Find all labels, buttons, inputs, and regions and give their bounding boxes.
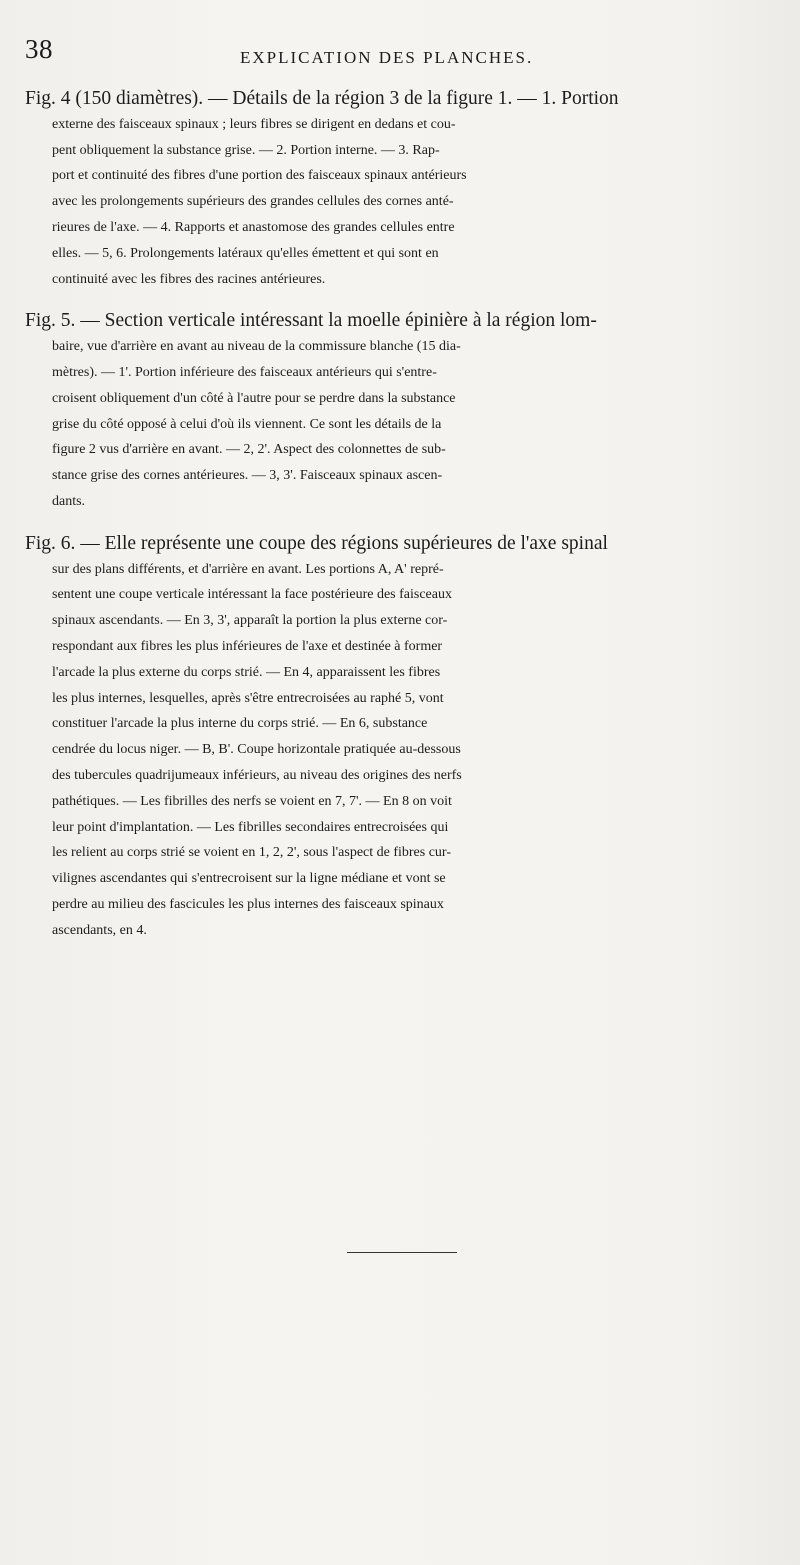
text-line: externe des faisceaux spinaux ; leurs fibres se dirigent en dedans et cou-: [52, 116, 456, 132]
paragraph-fig-6: [25, 531, 765, 944]
text-line: des tubercules quadrijumeaux inférieurs, au niveau des origines des nerfs: [52, 767, 462, 783]
text-line: croisent obliquement d'un côté à l'autre pour se perdre dans la substance: [52, 390, 456, 406]
text-line: respondant aux fibres les plus inférieures de l'axe et destinée à former: [52, 638, 443, 654]
text-line: pent obliquement la substance grise. — 2. Portion interne. — 3. Rap-: [52, 142, 440, 158]
page-header: [25, 34, 775, 74]
text-line: dants.: [52, 493, 86, 509]
text-line: continuité avec les fibres des racines antérieures.: [52, 271, 326, 287]
text-line: rieures de l'axe. — 4. Rapports et anastomose des grandes cellules entre: [52, 219, 455, 235]
paragraph-fig-4: [25, 86, 765, 292]
text-line: vilignes ascendantes qui s'entrecroisent sur la ligne médiane et vont se: [52, 871, 446, 887]
text-line: ascendants, en 4.: [52, 922, 147, 938]
text-line: leur point d'implantation. — Les fibrilles secondaires entrecroisées qui: [52, 819, 449, 835]
text-line: elles. — 5, 6. Prolongements latéraux qu'elles émettent et qui sont en: [52, 245, 439, 261]
text-line: Fig. 4 (150 diamètres). — Détails de la région 3 de la figure 1. — 1. Portion: [25, 88, 619, 109]
text-line: les plus internes, lesquelles, après s'être entrecroisées au raphé 5, vont: [52, 690, 444, 706]
paragraph-fig-5: [25, 308, 765, 514]
text-line: figure 2 vus d'arrière en avant. — 2, 2'. Aspect des colonnettes de sub-: [52, 442, 446, 458]
text-line: mètres). — 1'. Portion inférieure des faisceaux antérieurs qui s'entre-: [52, 364, 437, 380]
text-line: les relient au corps strié se voient en 1, 2, 2', sous l'aspect de fibres cur-: [52, 845, 451, 861]
page-body: [25, 86, 765, 960]
text-line: avec les prolongements supérieurs des grandes cellules des cornes anté-: [52, 194, 454, 210]
text-line: stance grise des cornes antérieures. — 3, 3'. Faisceaux spinaux ascen-: [52, 468, 443, 484]
text-line: constituer l'arcade la plus interne du corps strié. — En 6, substance: [52, 716, 428, 732]
text-line: pathétiques. — Les fibrilles des nerfs se voient en 7, 7'. — En 8 on voit: [52, 793, 452, 809]
text-line: grise du côté opposé à celui d'où ils viennent. Ce sont les détails de la: [52, 416, 442, 432]
text-line: sur des plans différents, et d'arrière en avant. Les portions A, A' repré-: [52, 561, 444, 577]
text-line: cendrée du locus niger. — B, B'. Coupe horizontale pratiquée au-dessous: [52, 742, 461, 758]
text-line: baire, vue d'arrière en avant au niveau de la commissure blanche (15 dia-: [52, 339, 461, 355]
text-line: Fig. 6. — Elle représente une coupe des régions supérieures de l'axe spinal: [25, 532, 608, 554]
text-line: l'arcade la plus externe du corps strié. — En 4, apparaissent les fibres: [52, 664, 441, 680]
text-line: spinaux ascendants. — En 3, 3', apparaît la portion la plus externe cor-: [52, 613, 448, 629]
text-line: port et continuité des fibres d'une portion des faisceaux spinaux antérieurs: [52, 168, 467, 184]
text-line: Fig. 5. — Section verticale intéressant la moelle épinière à la région lom-: [25, 310, 597, 332]
text-line: perdre au milieu des fascicules les plus internes des faisceaux spinaux: [52, 896, 444, 912]
text-line: sentent une coupe verticale intéressant la face postérieure des faisceaux: [52, 587, 452, 603]
page-number: 38: [25, 34, 53, 64]
end-rule-divider: [347, 1252, 457, 1253]
running-title: EXPLICATION DES PLANCHES.: [240, 48, 534, 67]
